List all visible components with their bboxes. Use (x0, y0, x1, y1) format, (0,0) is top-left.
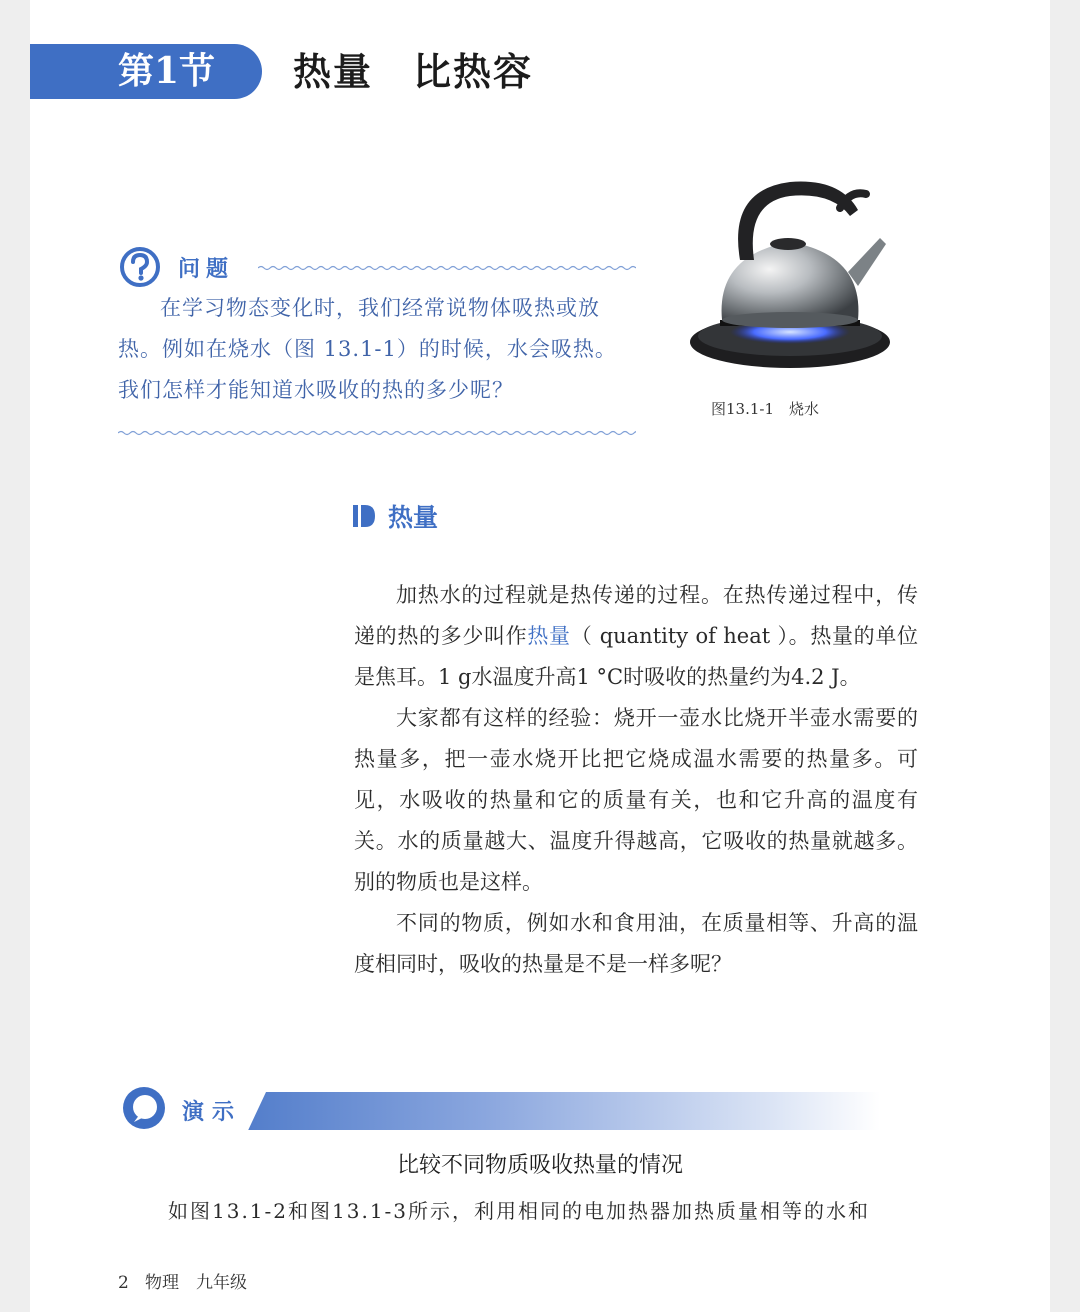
paragraph-1-part-b: （ quantity of heat ）。热量的单位是焦耳。1 g水温度升高1 °C时吸收的热量约为4.2 J。 (354, 624, 919, 689)
figure-caption: 图13.1-1 烧水 (710, 400, 819, 418)
question-heading: 问题 (178, 257, 235, 282)
textbook-page (30, 0, 1050, 1312)
question-paragraph: 在学习物态变化时，我们经常说物体吸热或放热。例如在烧水（图 13.1-1）的时候，水会吸热。我们怎样才能知道水吸收的热的多少呢？ (118, 296, 617, 402)
subsection-heading: 热量 (388, 503, 439, 532)
page-number: 2 (118, 1273, 129, 1293)
demonstration-banner (160, 1092, 880, 1130)
paragraph-1 (354, 575, 918, 698)
kettle-on-stove-image (680, 160, 900, 380)
book-title: 物理 九年级 (145, 1273, 248, 1293)
section-number-tab (30, 44, 262, 99)
wavy-divider-top (258, 265, 636, 271)
paragraph-2: 大家都有这样的经验：烧开一壶水比烧开半壶水需要的热量多，把一壶水烧开比把它烧成温水需要的热量多。可见，水吸收的热量和它的质量有关，也和它升高的温度有关。水的质量越大、温度升得越高，它吸收的热量就越多。别的物质也是这样。 (354, 706, 918, 894)
demonstration-label: 演示 (182, 1100, 243, 1125)
section-marker-icon (353, 505, 375, 527)
demonstration-text: 如图13.1-2和图13.1-3所示，利用相同的电加热器加热质量相等的水和 (168, 1199, 871, 1223)
section-title: 热量 比热容 (293, 49, 534, 94)
demonstration-title: 比较不同物质吸收热量的情况 (396, 1153, 683, 1178)
paragraph-3: 不同的物质，例如水和食用油，在质量相等、升高的温度相同时，吸收的热量是不是一样多呢？ (354, 911, 918, 976)
wavy-divider-bottom (118, 430, 636, 436)
question-text (118, 288, 638, 411)
key-term-heat: 热量 (527, 624, 571, 648)
demonstration-icon (120, 1084, 168, 1132)
page-footer (118, 1268, 247, 1293)
paragraph-1-part-a: 加热水的过程就是热传递的过程。在热传递过程中，传递的热的多少叫作 (354, 583, 918, 648)
body-text (354, 575, 918, 985)
question-mark-icon (120, 247, 160, 287)
section-number: 第1节 (118, 50, 216, 92)
